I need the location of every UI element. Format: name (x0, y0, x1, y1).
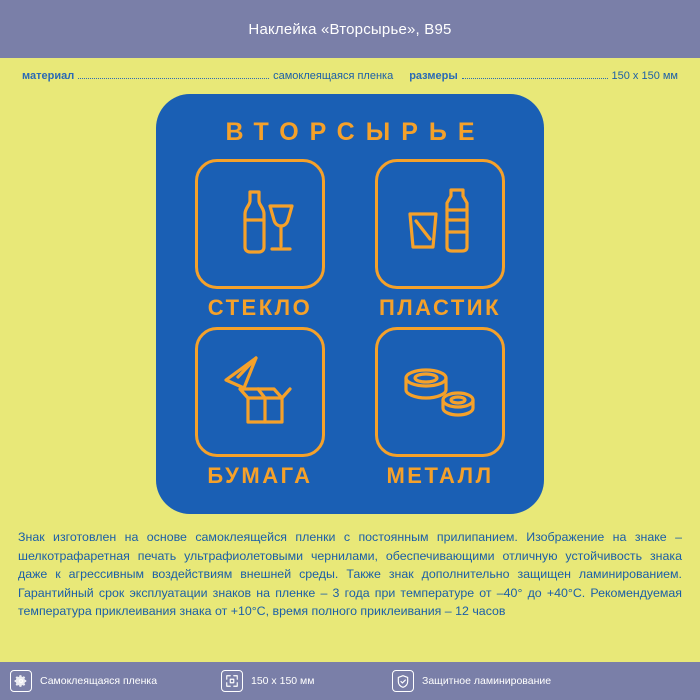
footer-label-size: 150 x 150 мм (251, 675, 315, 687)
paper-plane-and-box-icon (214, 344, 306, 441)
plastic-bottle-and-cup-icon (394, 176, 486, 273)
dotted-leader (78, 78, 269, 79)
cans-icon (394, 344, 486, 441)
footer-item-lamination (392, 670, 561, 692)
pictogram-cell-glass (178, 159, 342, 325)
pictogram-frame (195, 327, 325, 457)
pictogram-cell-metal (358, 327, 522, 493)
footer-label-material: Самоклеящаяся пленка (40, 675, 158, 687)
pictogram-cell-plastic (358, 159, 522, 325)
pictogram-label-metal: МЕТАЛЛ (386, 463, 494, 488)
gear-icon (10, 670, 32, 692)
footer-item-material (10, 670, 215, 692)
resize-arrows-icon (221, 670, 243, 692)
pictogram-grid (178, 159, 522, 493)
sticker-title: ВТОРСЫРЬЕ (225, 118, 486, 146)
page-header (0, 0, 700, 58)
sticker-preview-area (0, 94, 700, 514)
sticker-graphic (156, 94, 544, 514)
dotted-leader (462, 78, 608, 79)
pictogram-label-paper: БУМАГА (207, 463, 313, 488)
pictogram-label-glass: СТЕКЛО (207, 295, 313, 320)
spec-material-value: самоклеящаяся пленка (273, 70, 394, 82)
footer-bar (0, 662, 700, 700)
product-description: Знак изготовлен на основе самоклеящейся пленки с постоянным прилипанием. Изображение на знаке – шелкотрафаретная печать ультрафиолетовыми чернилами, обеспечивающими отличную устойчивость знака даже к агрессивным воздействиям внешней среды. Также знак дополнительно защищен ламинированием. Гарантийный срок эксплуатации знаков на пленке – 3 года при температуре от –40° до +40°С. Рекомендуемая температура приклеивания знака от +10°С, время полного приклеивания – 12 часов (18, 530, 682, 619)
page-title: Наклейка «Вторсырье», В95 (248, 20, 452, 38)
pictogram-frame (375, 327, 505, 457)
spec-material-label: материал (22, 70, 75, 82)
footer-item-size (221, 670, 386, 692)
shield-check-icon (392, 670, 414, 692)
spec-size-value: 150 x 150 мм (611, 70, 678, 82)
pictogram-frame (375, 159, 505, 289)
bottle-and-glass-icon (214, 176, 306, 273)
spec-strip (0, 58, 700, 94)
spec-material (22, 70, 393, 82)
footer-label-lamination: Защитное ламинирование (422, 675, 552, 687)
spec-size-label: размеры (409, 70, 458, 82)
spec-size (409, 70, 678, 82)
pictogram-frame (195, 159, 325, 289)
pictogram-cell-paper (178, 327, 342, 493)
pictogram-label-plastic: ПЛАСТИК (378, 295, 502, 320)
